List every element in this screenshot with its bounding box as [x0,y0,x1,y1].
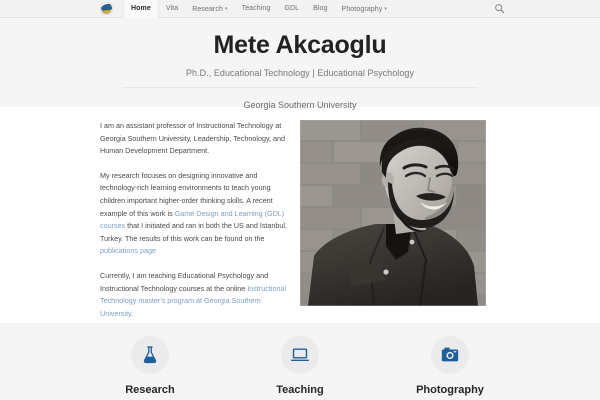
feature-teaching-circle [281,336,319,374]
portrait-photo [300,120,486,306]
feature-research-label: Research [125,384,175,396]
feature-photography[interactable] [390,336,510,396]
search-button[interactable] [493,3,505,15]
main-inner [100,120,500,332]
gdl-courses-link[interactable]: Game Design and Learning (GDL) courses [100,208,285,231]
publications-page-link[interactable]: publications page [100,246,156,256]
portrait-image [300,120,486,306]
nav-item-teaching[interactable] [235,0,278,18]
bio-p3-pre: Currently, I am teaching Educational Psychology and Instructional Technology courses at the online [100,270,269,293]
feature-research[interactable] [90,336,210,396]
feature-research-circle [131,336,169,374]
flask-icon [140,345,160,365]
bio-p2-pre: My research focuses on designing innovative and technology-rich learning environments to teach young children important higher-order thinking skills. A recent example of this work is [100,170,273,218]
nav-item-vita-label: Vita [165,4,179,12]
nav-inner [95,0,505,18]
features-inner [90,336,510,396]
nav-item-blog[interactable] [306,0,334,18]
main-content-section [0,107,600,323]
affiliation-text: Georgia Southern University [243,100,357,111]
hero-divider [122,87,478,88]
hero-section [0,18,600,111]
nav-item-research-label: Research [192,5,223,13]
nav-item-teaching-label: Teaching [241,4,271,12]
nav-item-research[interactable] [185,0,234,18]
bio-column [100,120,288,332]
nav-item-vita[interactable] [159,0,185,18]
laptop-icon [290,345,310,365]
nav-menu [123,0,394,18]
feature-links-section [0,323,600,400]
feature-photography-circle [431,336,469,374]
site-logo-link[interactable] [95,0,117,18]
chevron-down-icon: ▾ [384,5,387,12]
page-subtitle: Ph.D., Educational Technology | Educational Psychology [185,68,414,79]
bio-p3-post: . [131,308,134,318]
search-icon [494,3,505,14]
top-navigation-bar [0,0,600,18]
feature-teaching-label: Teaching [276,384,324,396]
bio-paragraph-3 [100,270,288,320]
bio-paragraph-2 [100,170,288,258]
nav-item-blog-label: Blog [313,4,328,12]
nav-item-gdl-label: GDL [284,4,300,12]
nav-item-photography-label: Photography [341,5,383,13]
bio-paragraph-1: I am an assistant professor of Instructional Technology at Georgia Southern University, Leadership, Technology, and Human Development Department. [100,121,285,156]
feature-teaching[interactable] [240,336,360,396]
masters-program-link[interactable]: Instructional Technology master's program at Georgia Southern University [100,283,287,318]
site-logo-icon [100,2,113,15]
chevron-down-icon: ▾ [224,5,228,12]
nav-item-home-label: Home [131,4,151,12]
bio-p2-mid: that I initiated and ran in both the US and Istanbul, Turkey. The results of this work can be found on the [100,221,287,243]
nav-item-gdl[interactable] [277,0,306,18]
hero-inner [100,30,500,110]
nav-item-photography[interactable] [335,0,394,18]
nav-item-home[interactable] [123,0,159,18]
camera-icon [440,345,460,365]
page-title: Mete Akcaoglu [213,31,387,59]
feature-photography-label: Photography [416,384,484,396]
